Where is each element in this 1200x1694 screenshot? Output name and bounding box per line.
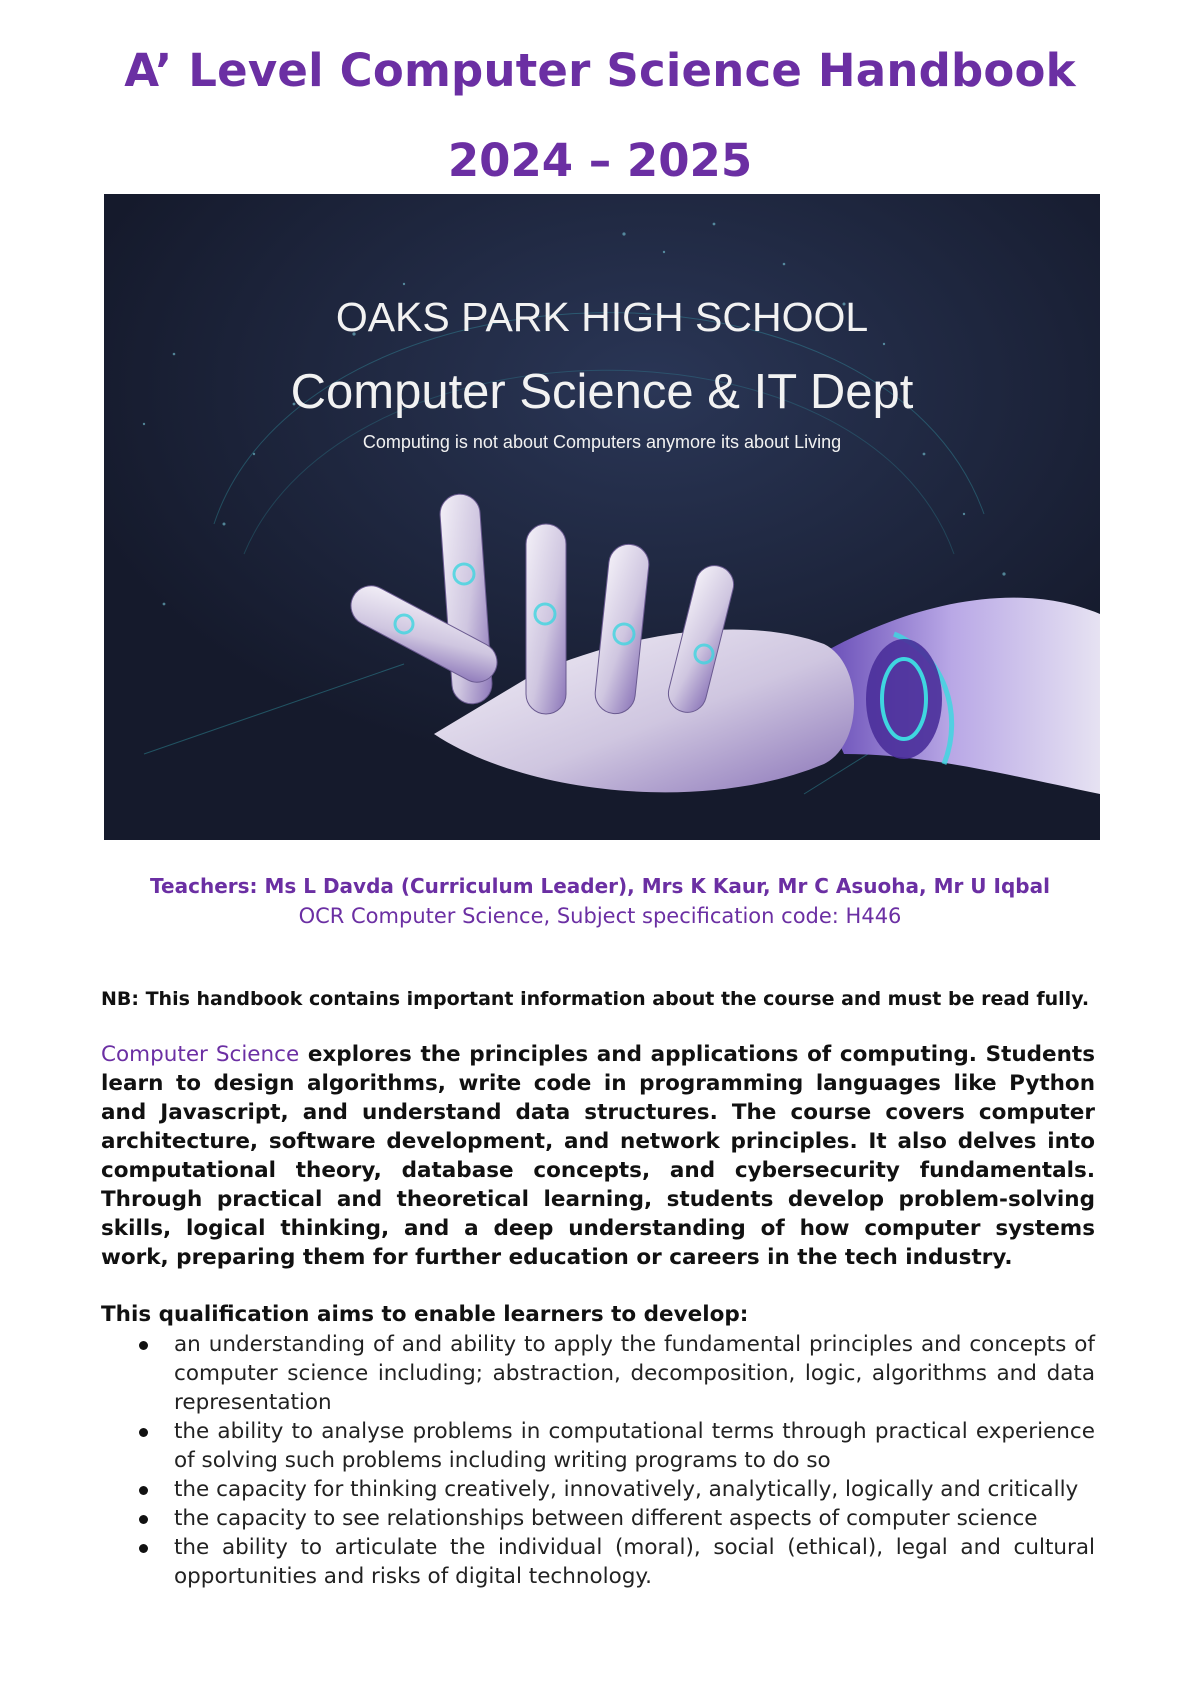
department-banner (104, 194, 1100, 840)
list-item (101, 1504, 1095, 1533)
subject-name: Computer Science (101, 1042, 300, 1067)
bullet-icon (139, 1341, 148, 1350)
bullet-icon (139, 1515, 148, 1524)
list-item (101, 1533, 1095, 1591)
aims-list (101, 1330, 1095, 1591)
aims-heading: This qualification aims to enable learners to develop: (101, 1302, 749, 1327)
robotic-hand-illustration (104, 194, 1100, 840)
aim-text: an understanding of and ability to apply the fundamental principles and concepts of computer science including; abstraction, decomposition, logic, algorithms and data representation (174, 1332, 1095, 1415)
aim-text: the capacity to see relationships between different aspects of computer science (174, 1506, 1038, 1531)
page-title: A’ Level Computer Science Handbook (124, 44, 1076, 97)
school-name: OAKS PARK HIGH SCHOOL (335, 294, 869, 340)
bullet-icon (139, 1428, 148, 1437)
intro-text: explores the principles and applications of computing. Students learn to design algorithms, write code in programming languages like Python and Javascript, and understand data structures. The course covers computer architecture, software development, and network principles. It also delves into computational theory, database concepts, and cybersecurity fundamentals. Through practical and theoretical learning, students develop problem-solving skills, logical thinking, and a deep understanding of how computer systems work, preparing them for further education or careers in the tech industry. (101, 1042, 1096, 1270)
department-name: Computer Science & IT Dept (290, 365, 914, 419)
bullet-icon (139, 1486, 148, 1495)
notice-line: NB: This handbook contains important information about the course and must be read fully. (101, 988, 1090, 1010)
specification-line: OCR Computer Science, Subject specification code: H446 (298, 904, 902, 928)
list-item (101, 1475, 1095, 1504)
course-intro-paragraph (101, 1040, 1095, 1272)
list-item (101, 1330, 1095, 1417)
teachers-line: Teachers: Ms L Davda (Curriculum Leader), Mrs K Kaur, Mr C Asuoha, Mr U Iqbal (150, 874, 1050, 898)
academic-year: 2024 – 2025 (447, 134, 753, 187)
aim-text: the ability to articulate the individual (moral), social (ethical), legal and cultural opportunities and risks of digital technology. (174, 1535, 1095, 1589)
list-item (101, 1417, 1095, 1475)
aim-text: the ability to analyse problems in computational terms through practical experience of solving such problems including writing programs to do so (174, 1419, 1095, 1473)
bullet-icon (139, 1544, 148, 1553)
banner-tagline: Computing is not about Computers anymore its about Living (362, 432, 842, 452)
aim-text: the capacity for thinking creatively, innovatively, analytically, logically and critically (174, 1477, 1079, 1502)
